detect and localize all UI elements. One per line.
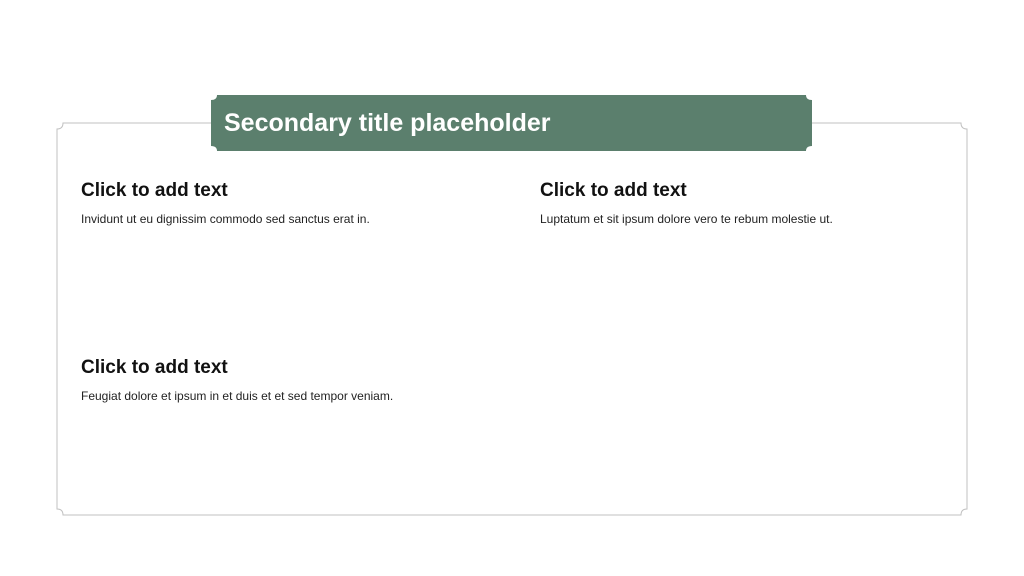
text-block-2[interactable] bbox=[540, 180, 833, 227]
block-heading: Click to add text bbox=[81, 180, 228, 201]
block-heading: Click to add text bbox=[81, 357, 228, 378]
slide-title: Secondary title placeholder bbox=[224, 109, 551, 137]
text-block-1[interactable] bbox=[81, 180, 370, 227]
block-body: Luptatum et sit ipsum dolore vero te rebum molestie ut. bbox=[540, 212, 833, 226]
text-block-3[interactable] bbox=[81, 357, 393, 404]
title-banner[interactable] bbox=[211, 95, 812, 151]
block-body: Invidunt ut eu dignissim commodo sed sanctus erat in. bbox=[81, 212, 370, 226]
block-heading: Click to add text bbox=[540, 180, 687, 201]
block-body: Feugiat dolore et ipsum in et duis et et sed tempor veniam. bbox=[81, 389, 394, 403]
